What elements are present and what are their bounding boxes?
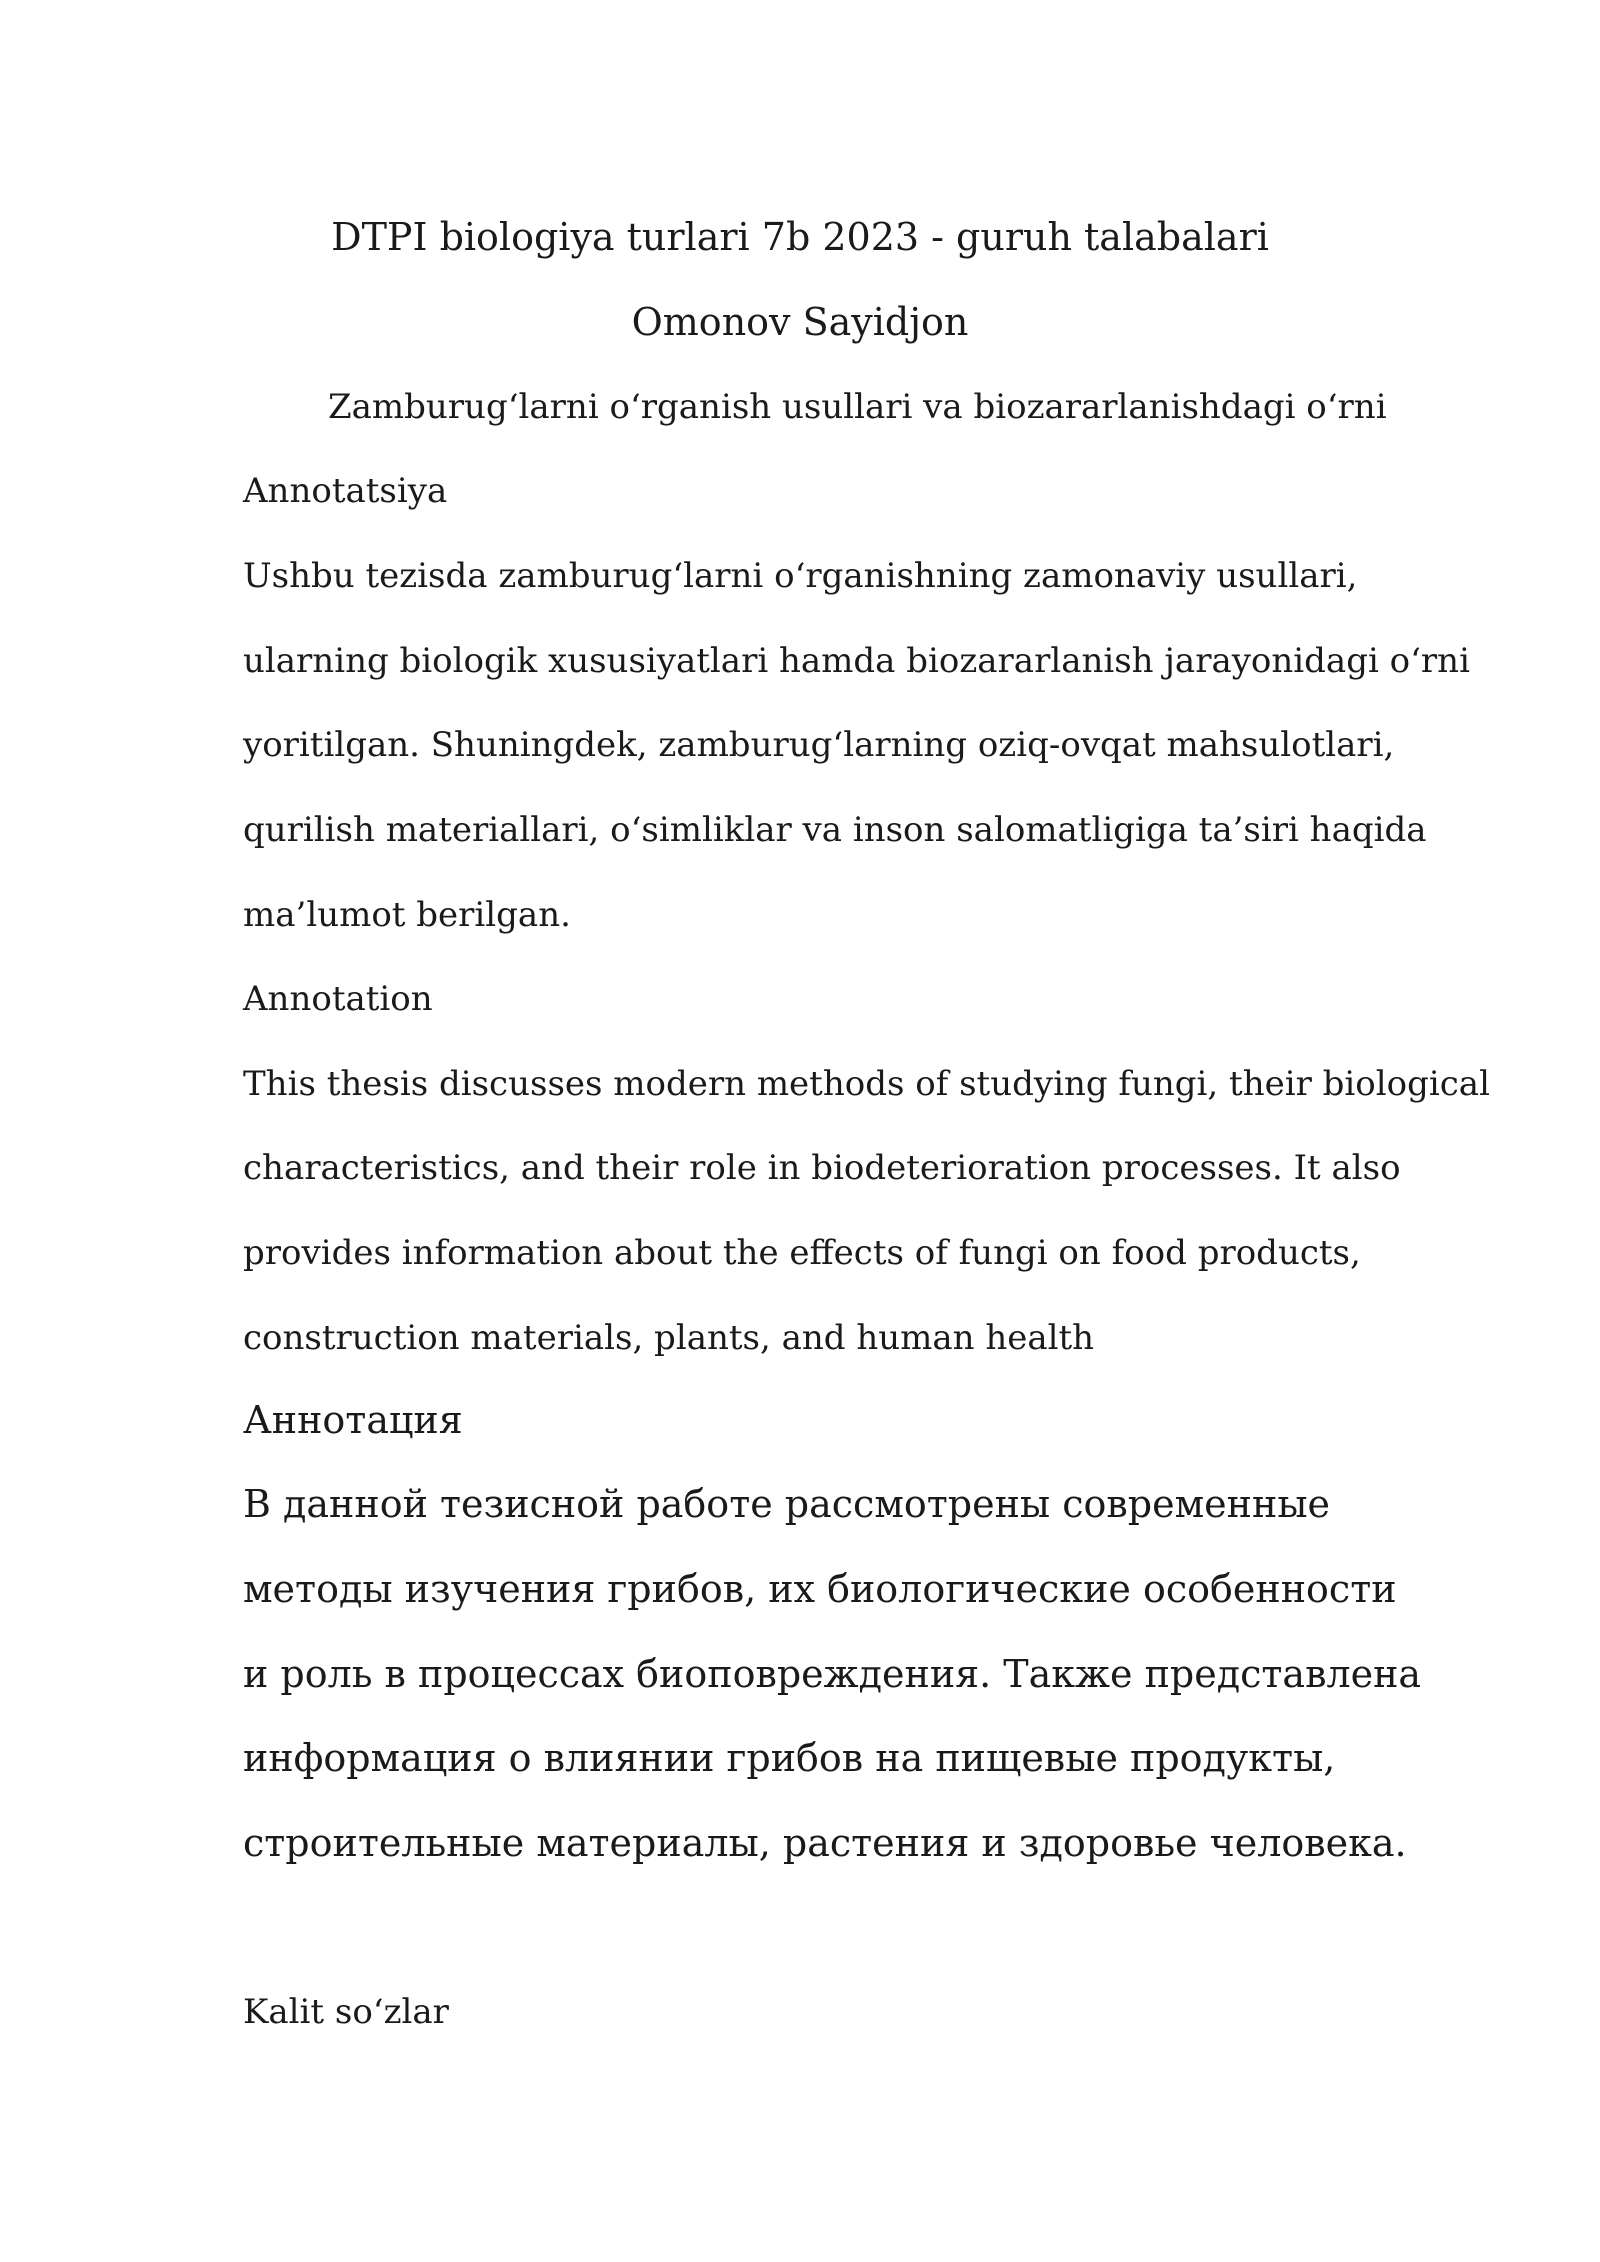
annotation-uz-line: ularning biologik xususiyatlari hamda biozararlanish jarayonidagi o‘rni (243, 641, 1470, 681)
annotation-uz-line: qurilish materiallari, o‘simliklar va inson salomatligiga ta’siri haqida (243, 810, 1427, 850)
annotation-ru-line: информация о влиянии грибов на пищевые продукты, (243, 1736, 1336, 1780)
annotation-ru-heading: Аннотация (243, 1398, 463, 1442)
annotation-en-line: provides information about the effects of fungi on food products, (243, 1233, 1361, 1273)
annotation-uz-line: ma’lumot berilgan. (243, 895, 571, 935)
author-name: Omonov Sayidjon (631, 300, 969, 344)
group-line: DTPI biologiya turlari 7b 2023 - guruh talabalari (331, 215, 1269, 259)
annotation-uz-heading: Annotatsiya (243, 471, 448, 511)
thesis-title: Zamburug‘larni o‘rganish usullari va biozararlanishdagi o‘rni (328, 387, 1387, 427)
annotation-en-heading: Annotation (243, 979, 433, 1019)
annotation-en-line: characteristics, and their role in biodeterioration processes. It also (243, 1148, 1401, 1188)
annotation-ru-line: строительные материалы, растения и здоровье человека. (243, 1821, 1407, 1865)
keywords-heading: Kalit so‘zlar (243, 1992, 449, 2032)
annotation-en-line: construction materials, plants, and human health (243, 1318, 1095, 1358)
annotation-uz-line: Ushbu tezisda zamburug‘larni o‘rganishning zamonaviy usullari, (243, 556, 1358, 596)
annotation-ru-line: В данной тезисной работе рассмотрены современные (243, 1482, 1331, 1526)
annotation-uz-line: yoritilgan. Shuningdek, zamburug‘larning oziq-ovqat mahsulotlari, (243, 725, 1395, 765)
annotation-ru-line: методы изучения грибов, их биологические особенности (243, 1567, 1397, 1611)
annotation-ru-line: и роль в процессах биоповреждения. Также представлена (243, 1652, 1422, 1696)
annotation-en-line: This thesis discusses modern methods of studying fungi, their biological (243, 1064, 1490, 1104)
